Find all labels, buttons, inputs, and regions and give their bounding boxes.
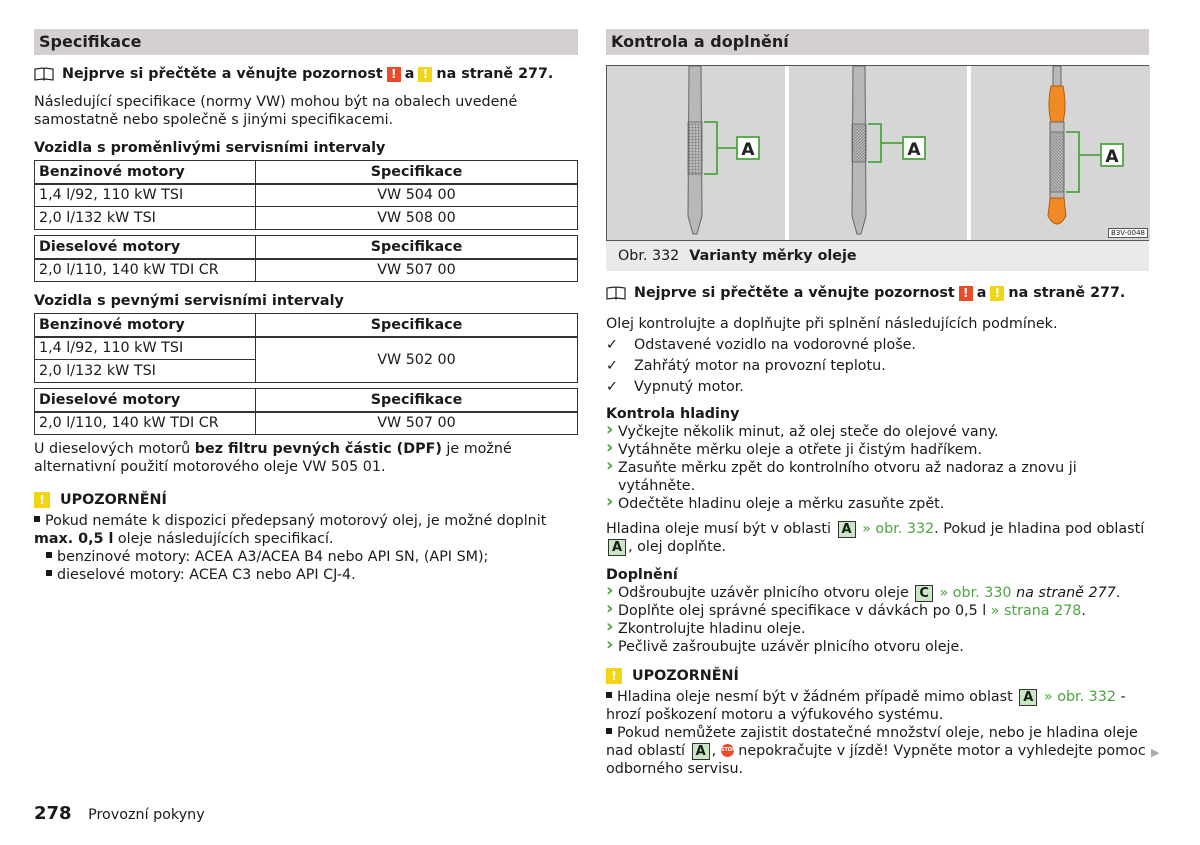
table-fixed-petrol (34, 313, 578, 383)
warning-red-icon: ! (387, 67, 401, 82)
diesel-note-bold: bez filtru pevných částic (DPF) (194, 441, 442, 457)
bullet-icon (46, 570, 52, 576)
warning-bullet: Pokud nemůžete zajistit dostatečné množství oleje, nebo je hladina oleje nad oblastí A , STOP nepokračujte v jízdě! Vypněte motor a vyhledejte pomoc odborného servisu. (606, 725, 1146, 777)
label-a-badge: A (608, 539, 626, 556)
dipstick-illustration (971, 66, 1150, 240)
warning-title: UPOZORNĚNÍ (60, 492, 167, 508)
label-a-badge: A (692, 743, 710, 760)
warning-yellow-icon: ! (990, 286, 1004, 301)
list-item: › Zkontrolujte hladinu oleje. (606, 620, 1149, 638)
step-text: Doplňte olej správné specifikace v dávkách po 0,5 l (618, 603, 987, 619)
figure-label-a: A (907, 140, 921, 160)
table-cell: 2,0 l/132 kW TSI (35, 360, 256, 383)
label-c-badge: C (915, 585, 933, 602)
section-title-specifikace: Specifikace (34, 29, 578, 55)
level-note (606, 520, 1149, 556)
intro-text: Následující specifikace (normy VW) mohou být na obalech uvedené samostatně nebo společně s jinými specifikacemi. (34, 94, 518, 128)
stop-icon: STOP (721, 744, 734, 757)
figure-label-a: A (1105, 147, 1119, 167)
table-header: Specifikace (256, 161, 578, 184)
warning-subtext: benzinové motory: ACEA A3/ACEA B4 nebo API SN, (API SM); (57, 549, 489, 565)
caption-number: Obr. 332 (618, 248, 680, 264)
read-first-pre: Nejprve si přečtěte a věnujte pozornost (62, 66, 383, 82)
section-title-kontrola: Kontrola a doplnění (606, 29, 1149, 55)
warning-icon: ! (606, 668, 622, 684)
page-link[interactable]: » strana 278 (990, 603, 1082, 619)
warning-bullet (34, 512, 578, 548)
list-item: › Pečlivě zašroubujte uzávěr plnicího otvoru oleje. (606, 638, 1149, 656)
figure-link[interactable]: » obr. 332 (862, 521, 935, 537)
table-header: Benzinové motory (35, 314, 256, 337)
read-first-mid: a (976, 285, 987, 301)
table-header: Dieselové motory (35, 236, 256, 259)
figure-link[interactable]: » obr. 330 (939, 585, 1012, 601)
table-header: Benzinové motory (35, 161, 256, 184)
table-cell: 1,4 l/92, 110 kW TSI (35, 337, 256, 360)
table-row (35, 184, 578, 207)
diesel-note-pre: U dieselových motorů (34, 441, 195, 457)
dipstick-variant-2 (789, 66, 971, 240)
page-ref: na straně 277 (1016, 585, 1116, 601)
level-note-text: Hladina oleje musí být v oblasti (606, 521, 831, 537)
table-variable-petrol (34, 160, 578, 230)
level-note-text: , olej doplňte. (628, 539, 727, 555)
dipstick-variant-3 (971, 66, 1150, 240)
warning-text: Pokud nemáte k dispozici předepsaný motorový olej, je možné doplnit (45, 513, 547, 529)
step-text: Odšroubujte uzávěr plnicího otvoru oleje (618, 585, 909, 601)
table-row (35, 259, 578, 282)
left-column (34, 29, 578, 584)
bullet-icon (34, 516, 40, 522)
level-note-text: . Pokud je hladina pod oblastí (934, 521, 1145, 537)
warning-icon: ! (34, 492, 50, 508)
conditions-intro: Olej kontrolujte a doplňujte při splnění následujících podmínek. (606, 316, 1058, 332)
dipstick-variant-1 (607, 66, 789, 240)
table-row (35, 337, 578, 360)
right-column (606, 29, 1149, 778)
list-item (606, 584, 1149, 602)
warning-text: Hladina oleje nesmí být v žádném případě mimo oblast (617, 689, 1013, 705)
bullet-icon (606, 728, 612, 734)
level-check-title: Kontrola hladiny (606, 406, 740, 422)
table-cell: VW 507 00 (256, 259, 578, 282)
table-header: Dieselové motory (35, 389, 256, 412)
read-first-pre: Nejprve si přečtěte a věnujte pozornost (634, 285, 955, 301)
page-footer (34, 805, 205, 824)
group-fixed-title: Vozidla s pevnými servisními intervaly (34, 293, 344, 309)
warning-subtext: dieselové motory: ACEA C3 nebo API CJ-4. (57, 567, 356, 583)
warning-text: Pokud nemůžete zajistit dostatečné množství oleje, nebo je hladina oleje nad oblastí (606, 725, 1138, 759)
list-item: › Vyčkejte několik minut, až olej steče do olejové vany. (606, 423, 1149, 441)
table-cell: 2,0 l/110, 140 kW TDI CR (35, 259, 256, 282)
table-variable-diesel (34, 235, 578, 282)
read-first-note (34, 64, 578, 84)
table-cell: VW 508 00 (256, 207, 578, 230)
warning-yellow-icon: ! (418, 67, 432, 82)
figure-link[interactable]: » obr. 332 (1043, 689, 1116, 705)
warning-bullet (606, 688, 1149, 724)
table-cell: 2,0 l/110, 140 kW TDI CR (35, 412, 256, 435)
dipstick-figure (606, 65, 1149, 241)
figure-caption (606, 241, 1149, 271)
bullet-icon (606, 692, 612, 698)
group-variable-title: Vozidla s proměnlivými servisními intervaly (34, 140, 386, 156)
read-first-post: na straně 277. (1008, 285, 1126, 301)
table-header: Specifikace (256, 314, 578, 337)
warning-heading (606, 666, 1149, 686)
list-item: ✓ Vypnutý motor. (606, 378, 1149, 396)
read-first-post: na straně 277. (436, 66, 554, 82)
continue-arrow-icon: ▶ (1151, 746, 1160, 759)
table-cell: VW 504 00 (256, 184, 578, 207)
table-cell: 2,0 l/132 kW TSI (35, 207, 256, 230)
warning-text: - hrozí poškození motoru a výfukového systému. (606, 689, 1126, 723)
figure-label-a: A (741, 140, 755, 160)
label-a-badge: A (838, 521, 856, 538)
list-item: ✓ Zahřátý motor na provozní teplotu. (606, 357, 1149, 375)
dipstick-illustration (789, 66, 967, 240)
table-header: Specifikace (256, 236, 578, 259)
warning-bold: max. 0,5 l (34, 531, 114, 547)
list-item: › Odečtěte hladinu oleje a měrku zasuňte zpět. (606, 495, 1149, 513)
warning-heading (34, 490, 578, 510)
table-fixed-diesel (34, 388, 578, 435)
read-first-note (606, 283, 1149, 303)
warning-red-icon: ! (959, 286, 973, 301)
table-row (35, 412, 578, 435)
table-cell: VW 502 00 (256, 337, 578, 383)
caption-text: Varianty měrky oleje (689, 248, 857, 264)
list-item (606, 602, 1149, 620)
step-text: . (1081, 603, 1086, 619)
book-icon (606, 286, 626, 300)
page-number: 278 (34, 803, 72, 824)
figure-code: B3V-0048 (1108, 228, 1148, 238)
warning-subbullet (34, 566, 578, 584)
warning-text: nepokračujte v jízdě! Vypněte motor a vyhledejte pomoc odborného servisu. (606, 743, 1146, 777)
list-item: › Vytáhněte měrku oleje a otřete ji čistým hadříkem. (606, 441, 1149, 459)
table-header: Specifikace (256, 389, 578, 412)
table-cell: VW 507 00 (256, 412, 578, 435)
diesel-note-post: je možné alternativní použití motorového oleje VW 505 01. (34, 441, 512, 475)
step-text: . (1115, 585, 1121, 601)
list-item: ✓ Odstavené vozidlo na vodorovné ploše. (606, 336, 1149, 354)
bullet-icon (46, 552, 52, 558)
refill-title: Doplnění (606, 567, 678, 583)
table-cell: 1,4 l/92, 110 kW TSI (35, 184, 256, 207)
read-first-mid: a (404, 66, 415, 82)
book-icon (34, 67, 54, 81)
warning-text: oleje následujících specifikací. (113, 531, 334, 547)
warning-subbullet (34, 548, 578, 566)
table-row (35, 207, 578, 230)
dipstick-illustration (607, 66, 785, 240)
label-a-badge: A (1019, 689, 1037, 706)
diesel-note (34, 440, 578, 476)
footer-section: Provozní pokyny (88, 807, 205, 823)
list-item: › Zasuňte měrku zpět do kontrolního otvoru až nadoraz a znovu ji vytáhněte. (606, 459, 1149, 495)
warning-title: UPOZORNĚNÍ (632, 668, 739, 684)
